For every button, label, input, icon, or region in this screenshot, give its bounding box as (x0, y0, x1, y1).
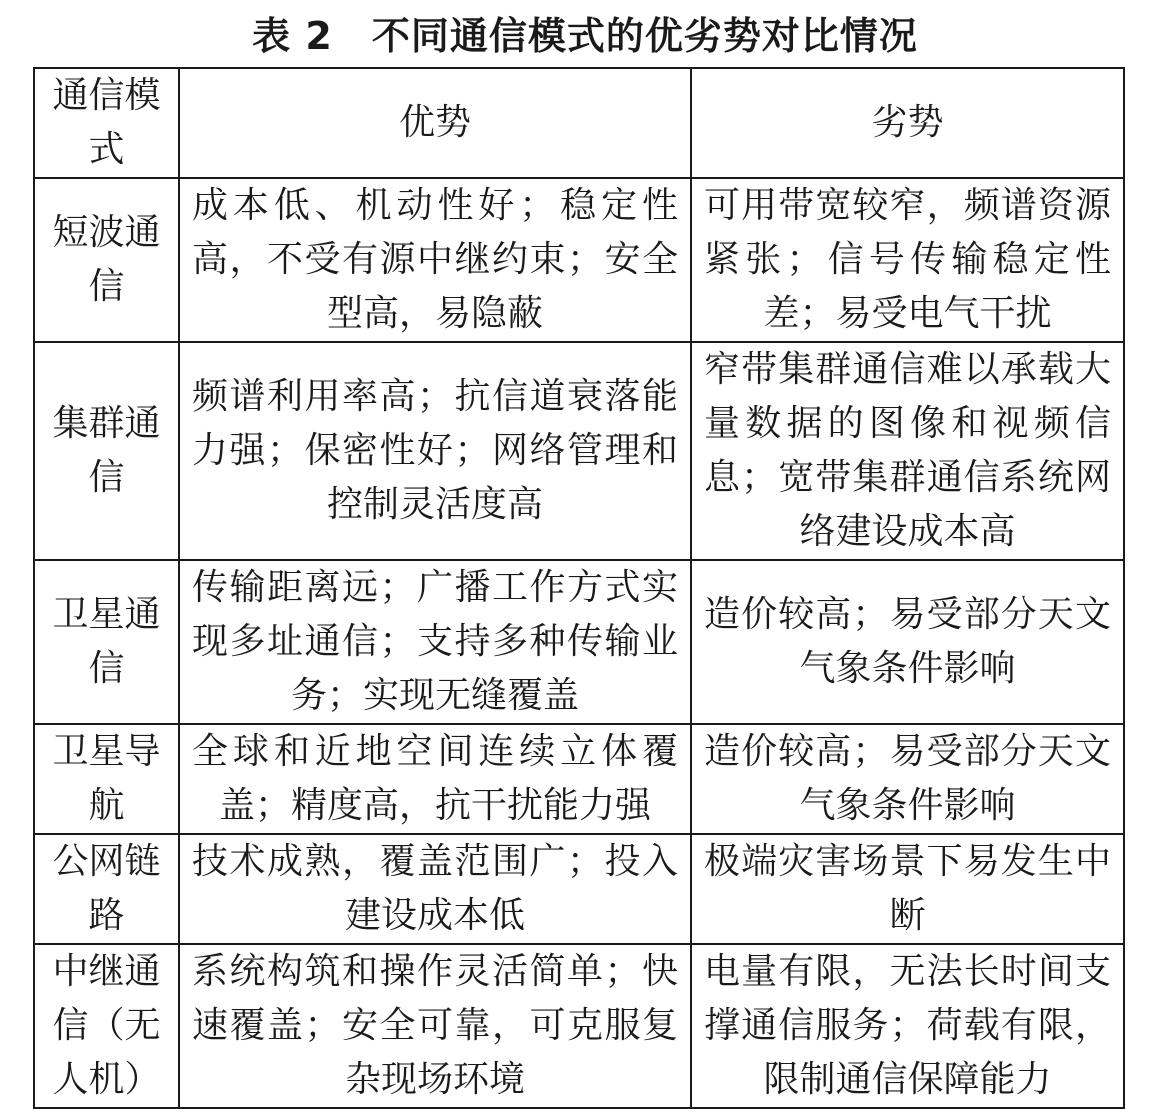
row-pros: 成本低、机动性好；稳定性高，不受有源中继约束；安全型高，易隐蔽 (179, 178, 691, 342)
row-mode: 卫星通信 (34, 560, 179, 724)
row-mode: 短波通信 (34, 178, 179, 342)
row-pros: 全球和近地空间连续立体覆盖；精度高，抗干扰能力强 (179, 724, 691, 834)
row-mode: 集群通信 (34, 342, 179, 560)
table-row (34, 834, 1124, 944)
row-pros: 系统构筑和操作灵活简单；快速覆盖；安全可靠，可克服复杂现场环境 (179, 944, 691, 1108)
row-cons: 造价较高；易受部分天文气象条件影响 (691, 724, 1124, 834)
header-mode: 通信模式 (34, 68, 179, 178)
row-pros: 技术成熟，覆盖范围广；投入建设成本低 (179, 834, 691, 944)
table-title: 表 2 不同通信模式的优劣势对比情况 (252, 14, 918, 58)
header-cons: 劣势 (691, 68, 1124, 178)
row-cons: 电量有限，无法长时间支撑通信服务；荷载有限，限制通信保障能力 (691, 944, 1124, 1108)
row-mode: 中继通信（无人机） (34, 944, 179, 1108)
row-cons: 窄带集群通信难以承载大量数据的图像和视频信息；宽带集群通信系统网络建设成本高 (691, 342, 1124, 560)
row-pros: 频谱利用率高；抗信道衰落能力强；保密性好；网络管理和控制灵活度高 (179, 342, 691, 560)
row-mode: 卫星导航 (34, 724, 179, 834)
row-mode: 公网链路 (34, 834, 179, 944)
table-row (34, 342, 1124, 560)
header-pros: 优势 (179, 68, 691, 178)
table-row (34, 944, 1124, 1108)
row-cons: 可用带宽较窄，频谱资源紧张；信号传输稳定性差；易受电气干扰 (691, 178, 1124, 342)
table-row (34, 724, 1124, 834)
row-cons: 极端灾害场景下易发生中断 (691, 834, 1124, 944)
table-row (34, 560, 1124, 724)
row-pros: 传输距离远；广播工作方式实现多址通信；支持多种传输业务；实现无缝覆盖 (179, 560, 691, 724)
comparison-table (33, 67, 1125, 1109)
table-header-row (34, 68, 1124, 178)
table-row (34, 178, 1124, 342)
row-cons: 造价较高；易受部分天文气象条件影响 (691, 560, 1124, 724)
